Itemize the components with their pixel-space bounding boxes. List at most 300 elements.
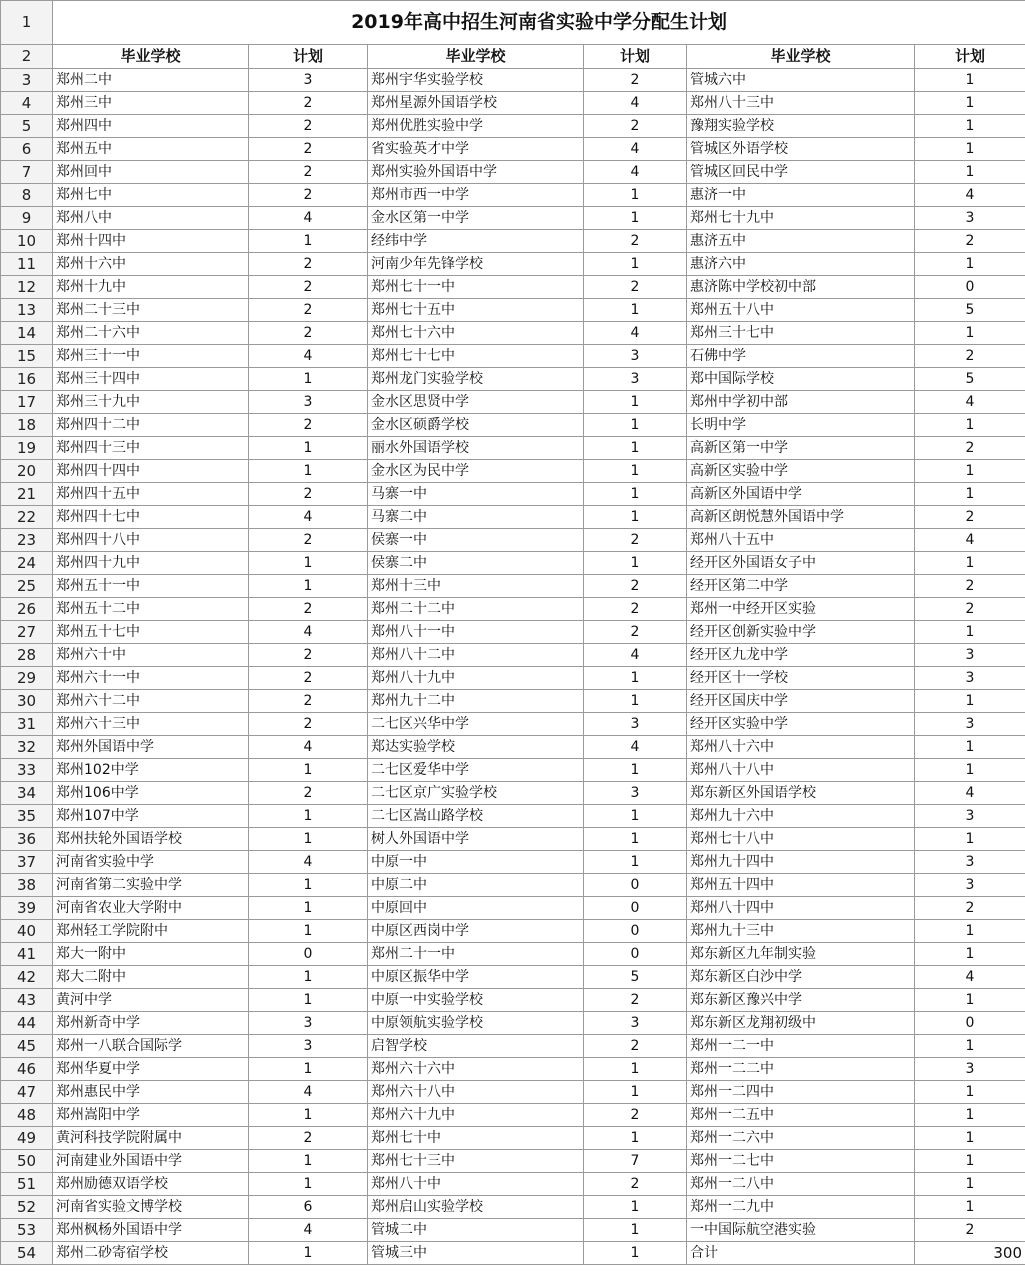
school-cell[interactable]: 郑州四十九中 [53, 552, 249, 575]
school-cell[interactable]: 郑州102中学 [53, 759, 249, 782]
plan-cell[interactable]: 2 [584, 1173, 687, 1196]
school-cell[interactable]: 郑州九十三中 [687, 920, 915, 943]
plan-cell[interactable]: 2 [584, 69, 687, 92]
plan-cell[interactable]: 3 [915, 805, 1025, 828]
school-cell[interactable]: 金水区硕爵学校 [368, 414, 584, 437]
school-cell[interactable]: 郑州五十二中 [53, 598, 249, 621]
school-cell[interactable]: 郑州六十中 [53, 644, 249, 667]
row-number[interactable]: 40 [1, 920, 53, 943]
row-number[interactable]: 8 [1, 184, 53, 207]
row-number[interactable]: 19 [1, 437, 53, 460]
school-cell[interactable]: 郑州一八联合国际学 [53, 1035, 249, 1058]
plan-cell[interactable]: 1 [915, 138, 1025, 161]
plan-cell[interactable]: 4 [915, 966, 1025, 989]
plan-cell[interactable]: 2 [915, 345, 1025, 368]
school-cell[interactable]: 郑州七十六中 [368, 322, 584, 345]
school-cell[interactable]: 郑州三十四中 [53, 368, 249, 391]
plan-cell[interactable]: 4 [584, 322, 687, 345]
school-cell[interactable]: 经开区外国语女子中 [687, 552, 915, 575]
school-cell[interactable]: 郑州八十六中 [687, 736, 915, 759]
school-cell[interactable]: 郑州二十二中 [368, 598, 584, 621]
school-cell[interactable]: 惠济五中 [687, 230, 915, 253]
school-cell[interactable]: 郑州六十二中 [53, 690, 249, 713]
school-cell[interactable]: 郑州六十三中 [53, 713, 249, 736]
row-number[interactable]: 47 [1, 1081, 53, 1104]
row-number[interactable]: 53 [1, 1219, 53, 1242]
school-cell[interactable]: 郑州一二六中 [687, 1127, 915, 1150]
school-cell[interactable]: 高新区第一中学 [687, 437, 915, 460]
plan-cell[interactable]: 1 [249, 966, 368, 989]
school-cell[interactable]: 郑州106中学 [53, 782, 249, 805]
school-cell[interactable]: 二七区京广实验学校 [368, 782, 584, 805]
school-cell[interactable]: 郑州启山实验学校 [368, 1196, 584, 1219]
school-cell[interactable]: 河南省实验文博学校 [53, 1196, 249, 1219]
header-school-2[interactable]: 毕业学校 [368, 45, 584, 69]
school-cell[interactable]: 郑中国际学校 [687, 368, 915, 391]
school-cell[interactable]: 河南建业外国语中学 [53, 1150, 249, 1173]
school-cell[interactable]: 中原一中 [368, 851, 584, 874]
row-number[interactable]: 35 [1, 805, 53, 828]
plan-cell[interactable]: 3 [584, 1012, 687, 1035]
school-cell[interactable]: 郑州八中 [53, 207, 249, 230]
plan-cell[interactable]: 2 [249, 322, 368, 345]
plan-cell[interactable]: 1 [584, 805, 687, 828]
school-cell[interactable]: 郑州六十一中 [53, 667, 249, 690]
school-cell[interactable]: 郑州四十二中 [53, 414, 249, 437]
plan-cell[interactable]: 2 [915, 575, 1025, 598]
school-cell[interactable]: 郑州一二八中 [687, 1173, 915, 1196]
plan-cell[interactable]: 2 [249, 299, 368, 322]
row-number[interactable]: 45 [1, 1035, 53, 1058]
school-cell[interactable]: 郑州八十四中 [687, 897, 915, 920]
row-number[interactable]: 48 [1, 1104, 53, 1127]
school-cell[interactable]: 郑州九十二中 [368, 690, 584, 713]
school-cell[interactable]: 中原回中 [368, 897, 584, 920]
plan-cell[interactable]: 0 [584, 874, 687, 897]
school-cell[interactable]: 郑州五中 [53, 138, 249, 161]
plan-cell[interactable]: 1 [584, 1196, 687, 1219]
school-cell[interactable]: 金水区思贤中学 [368, 391, 584, 414]
plan-cell[interactable]: 4 [915, 184, 1025, 207]
plan-cell[interactable]: 5 [915, 299, 1025, 322]
row-number[interactable]: 10 [1, 230, 53, 253]
row-number[interactable]: 39 [1, 897, 53, 920]
plan-cell[interactable]: 4 [584, 736, 687, 759]
plan-cell[interactable]: 2 [584, 230, 687, 253]
plan-cell[interactable]: 1 [915, 322, 1025, 345]
row-number[interactable]: 15 [1, 345, 53, 368]
plan-cell[interactable]: 2 [915, 1219, 1025, 1242]
school-cell[interactable]: 郑州九十四中 [687, 851, 915, 874]
plan-cell[interactable]: 4 [915, 391, 1025, 414]
plan-cell[interactable]: 3 [915, 644, 1025, 667]
school-cell[interactable]: 经开区十一学校 [687, 667, 915, 690]
school-cell[interactable]: 惠济六中 [687, 253, 915, 276]
row-number[interactable]: 9 [1, 207, 53, 230]
school-cell[interactable]: 省实验英才中学 [368, 138, 584, 161]
school-cell[interactable]: 中原领航实验学校 [368, 1012, 584, 1035]
school-cell[interactable]: 郑州优胜实验中学 [368, 115, 584, 138]
school-cell[interactable]: 郑州八十九中 [368, 667, 584, 690]
row-number[interactable]: 14 [1, 322, 53, 345]
header-school-3[interactable]: 毕业学校 [687, 45, 915, 69]
school-cell[interactable]: 黄河中学 [53, 989, 249, 1012]
school-cell[interactable]: 高新区实验中学 [687, 460, 915, 483]
row-number[interactable]: 12 [1, 276, 53, 299]
row-number[interactable]: 16 [1, 368, 53, 391]
plan-cell[interactable]: 4 [915, 529, 1025, 552]
school-cell[interactable]: 郑州一二一中 [687, 1035, 915, 1058]
school-cell[interactable]: 郑州八十五中 [687, 529, 915, 552]
plan-cell[interactable]: 1 [249, 368, 368, 391]
plan-cell[interactable]: 3 [249, 69, 368, 92]
plan-cell[interactable]: 1 [915, 92, 1025, 115]
row-number[interactable]: 26 [1, 598, 53, 621]
school-cell[interactable]: 郑州回中 [53, 161, 249, 184]
plan-cell[interactable]: 2 [249, 414, 368, 437]
plan-cell[interactable]: 1 [584, 299, 687, 322]
plan-cell[interactable]: 0 [915, 276, 1025, 299]
school-cell[interactable]: 郑州一二七中 [687, 1150, 915, 1173]
school-cell[interactable]: 经开区实验中学 [687, 713, 915, 736]
plan-cell[interactable]: 3 [584, 713, 687, 736]
school-cell[interactable]: 河南省农业大学附中 [53, 897, 249, 920]
row-number[interactable]: 18 [1, 414, 53, 437]
row-number[interactable]: 50 [1, 1150, 53, 1173]
school-cell[interactable]: 郑州三十七中 [687, 322, 915, 345]
school-cell[interactable]: 郑州九十六中 [687, 805, 915, 828]
plan-cell[interactable]: 1 [249, 1058, 368, 1081]
plan-cell[interactable]: 1 [584, 1081, 687, 1104]
school-cell[interactable]: 二七区兴华中学 [368, 713, 584, 736]
school-cell[interactable]: 经开区创新实验中学 [687, 621, 915, 644]
plan-cell[interactable]: 4 [584, 161, 687, 184]
school-cell[interactable]: 管城区外语学校 [687, 138, 915, 161]
school-cell[interactable]: 郑州二十三中 [53, 299, 249, 322]
plan-cell[interactable]: 1 [249, 1173, 368, 1196]
row-number[interactable]: 37 [1, 851, 53, 874]
school-cell[interactable]: 郑州励德双语学校 [53, 1173, 249, 1196]
school-cell[interactable]: 郑州三十九中 [53, 391, 249, 414]
plan-cell[interactable]: 2 [249, 598, 368, 621]
plan-cell[interactable]: 1 [249, 230, 368, 253]
row-number[interactable]: 38 [1, 874, 53, 897]
plan-cell[interactable]: 1 [915, 1081, 1025, 1104]
header-plan-3[interactable]: 计划 [915, 45, 1025, 69]
school-cell[interactable]: 高新区外国语中学 [687, 483, 915, 506]
plan-cell[interactable]: 1 [249, 920, 368, 943]
plan-cell[interactable]: 2 [249, 713, 368, 736]
plan-cell[interactable]: 4 [584, 92, 687, 115]
header-plan-2[interactable]: 计划 [584, 45, 687, 69]
school-cell[interactable]: 黄河科技学院附属中 [53, 1127, 249, 1150]
school-cell[interactable]: 郑州十三中 [368, 575, 584, 598]
row-number[interactable]: 34 [1, 782, 53, 805]
school-cell[interactable]: 郑东新区九年制实验 [687, 943, 915, 966]
school-cell[interactable]: 郑州三中 [53, 92, 249, 115]
school-cell[interactable]: 侯寨二中 [368, 552, 584, 575]
row-number[interactable]: 21 [1, 483, 53, 506]
plan-cell[interactable]: 1 [915, 1104, 1025, 1127]
plan-cell[interactable]: 2 [915, 437, 1025, 460]
school-cell[interactable]: 树人外国语中学 [368, 828, 584, 851]
plan-cell[interactable]: 1 [249, 552, 368, 575]
school-cell[interactable]: 郑州五十七中 [53, 621, 249, 644]
school-cell[interactable]: 郑州四十四中 [53, 460, 249, 483]
plan-cell[interactable]: 1 [584, 1058, 687, 1081]
plan-cell[interactable]: 5 [915, 368, 1025, 391]
plan-cell[interactable]: 1 [584, 1127, 687, 1150]
plan-cell[interactable]: 2 [249, 644, 368, 667]
plan-cell[interactable]: 2 [249, 276, 368, 299]
plan-cell[interactable]: 1 [584, 828, 687, 851]
row-number[interactable]: 24 [1, 552, 53, 575]
school-cell[interactable]: 郑东新区豫兴中学 [687, 989, 915, 1012]
plan-cell[interactable]: 1 [915, 115, 1025, 138]
school-cell[interactable]: 郑州四中 [53, 115, 249, 138]
plan-cell[interactable]: 2 [584, 276, 687, 299]
school-cell[interactable]: 经开区九龙中学 [687, 644, 915, 667]
school-cell[interactable]: 马寨二中 [368, 506, 584, 529]
school-cell[interactable]: 侯寨一中 [368, 529, 584, 552]
school-cell[interactable]: 经纬中学 [368, 230, 584, 253]
school-cell[interactable]: 郑州七十三中 [368, 1150, 584, 1173]
school-cell[interactable]: 郑州华夏中学 [53, 1058, 249, 1081]
plan-cell[interactable]: 1 [915, 253, 1025, 276]
school-cell[interactable]: 郑州四十五中 [53, 483, 249, 506]
plan-cell[interactable]: 3 [915, 874, 1025, 897]
school-cell[interactable]: 中原一中实验学校 [368, 989, 584, 1012]
school-cell[interactable]: 二七区爱华中学 [368, 759, 584, 782]
row-number[interactable]: 31 [1, 713, 53, 736]
plan-cell[interactable]: 1 [915, 483, 1025, 506]
school-cell[interactable]: 郑州七十七中 [368, 345, 584, 368]
plan-cell[interactable]: 2 [584, 115, 687, 138]
school-cell[interactable]: 郑州五十八中 [687, 299, 915, 322]
row-number[interactable]: 41 [1, 943, 53, 966]
school-cell[interactable]: 中原区振华中学 [368, 966, 584, 989]
plan-cell[interactable]: 1 [915, 759, 1025, 782]
total-label-cell[interactable]: 合计 [687, 1242, 915, 1265]
header-plan-1[interactable]: 计划 [249, 45, 368, 69]
plan-cell[interactable]: 1 [249, 437, 368, 460]
school-cell[interactable]: 郑州六十六中 [368, 1058, 584, 1081]
school-cell[interactable]: 管城区回民中学 [687, 161, 915, 184]
plan-cell[interactable]: 1 [584, 759, 687, 782]
row-number[interactable]: 30 [1, 690, 53, 713]
plan-cell[interactable]: 1 [584, 690, 687, 713]
row-number[interactable]: 28 [1, 644, 53, 667]
plan-cell[interactable]: 4 [249, 1081, 368, 1104]
plan-cell[interactable]: 2 [915, 897, 1025, 920]
school-cell[interactable]: 郑州八十二中 [368, 644, 584, 667]
school-cell[interactable]: 郑州六十九中 [368, 1104, 584, 1127]
school-cell[interactable]: 惠济一中 [687, 184, 915, 207]
plan-cell[interactable]: 1 [584, 667, 687, 690]
school-cell[interactable]: 郑州107中学 [53, 805, 249, 828]
plan-cell[interactable]: 1 [249, 805, 368, 828]
row-number[interactable]: 42 [1, 966, 53, 989]
plan-cell[interactable]: 1 [584, 414, 687, 437]
school-cell[interactable]: 郑州十九中 [53, 276, 249, 299]
plan-cell[interactable]: 1 [249, 1242, 368, 1265]
plan-cell[interactable]: 2 [584, 529, 687, 552]
row-number[interactable]: 13 [1, 299, 53, 322]
plan-cell[interactable]: 1 [249, 460, 368, 483]
school-cell[interactable]: 郑大一附中 [53, 943, 249, 966]
school-cell[interactable]: 启智学校 [368, 1035, 584, 1058]
school-cell[interactable]: 金水区第一中学 [368, 207, 584, 230]
plan-cell[interactable]: 1 [915, 1035, 1025, 1058]
plan-cell[interactable]: 1 [584, 460, 687, 483]
plan-cell[interactable]: 1 [915, 989, 1025, 1012]
school-cell[interactable]: 郑州六十八中 [368, 1081, 584, 1104]
school-cell[interactable]: 郑州惠民中学 [53, 1081, 249, 1104]
school-cell[interactable]: 河南省第二实验中学 [53, 874, 249, 897]
plan-cell[interactable]: 1 [584, 506, 687, 529]
school-cell[interactable]: 郑州四十三中 [53, 437, 249, 460]
plan-cell[interactable]: 4 [915, 782, 1025, 805]
school-cell[interactable]: 管城六中 [687, 69, 915, 92]
row-number[interactable]: 54 [1, 1242, 53, 1265]
plan-cell[interactable]: 1 [584, 851, 687, 874]
plan-cell[interactable]: 0 [584, 943, 687, 966]
plan-cell[interactable]: 2 [249, 529, 368, 552]
plan-cell[interactable]: 2 [249, 667, 368, 690]
plan-cell[interactable]: 2 [249, 138, 368, 161]
plan-cell[interactable]: 2 [249, 690, 368, 713]
row-number[interactable]: 29 [1, 667, 53, 690]
row-number[interactable]: 43 [1, 989, 53, 1012]
plan-cell[interactable]: 2 [584, 989, 687, 1012]
plan-cell[interactable]: 2 [249, 483, 368, 506]
plan-cell[interactable]: 1 [249, 575, 368, 598]
plan-cell[interactable]: 2 [249, 782, 368, 805]
plan-cell[interactable]: 1 [915, 736, 1025, 759]
school-cell[interactable]: 郑州龙门实验学校 [368, 368, 584, 391]
school-cell[interactable]: 郑州中学初中部 [687, 391, 915, 414]
row-number[interactable]: 22 [1, 506, 53, 529]
row-number[interactable]: 6 [1, 138, 53, 161]
school-cell[interactable]: 郑州二十一中 [368, 943, 584, 966]
row-number[interactable]: 7 [1, 161, 53, 184]
plan-cell[interactable]: 0 [584, 897, 687, 920]
school-cell[interactable]: 郑州一二二中 [687, 1058, 915, 1081]
school-cell[interactable]: 金水区为民中学 [368, 460, 584, 483]
plan-cell[interactable]: 2 [249, 184, 368, 207]
school-cell[interactable]: 惠济陈中学校初中部 [687, 276, 915, 299]
row-number[interactable]: 46 [1, 1058, 53, 1081]
school-cell[interactable]: 郑州一中经开区实验 [687, 598, 915, 621]
plan-cell[interactable]: 1 [584, 483, 687, 506]
school-cell[interactable]: 郑州一二五中 [687, 1104, 915, 1127]
school-cell[interactable]: 管城二中 [368, 1219, 584, 1242]
plan-cell[interactable]: 2 [249, 115, 368, 138]
plan-cell[interactable]: 2 [584, 621, 687, 644]
row-number[interactable]: 2 [1, 45, 53, 69]
school-cell[interactable]: 河南少年先锋学校 [368, 253, 584, 276]
plan-cell[interactable]: 1 [915, 552, 1025, 575]
plan-cell[interactable]: 1 [915, 828, 1025, 851]
plan-cell[interactable]: 2 [915, 598, 1025, 621]
plan-cell[interactable]: 3 [584, 782, 687, 805]
school-cell[interactable]: 一中国际航空港实验 [687, 1219, 915, 1242]
school-cell[interactable]: 中原二中 [368, 874, 584, 897]
row-number[interactable]: 32 [1, 736, 53, 759]
school-cell[interactable]: 管城三中 [368, 1242, 584, 1265]
plan-cell[interactable]: 4 [249, 851, 368, 874]
plan-cell[interactable]: 4 [249, 1219, 368, 1242]
plan-cell[interactable]: 3 [249, 1035, 368, 1058]
sheet-title[interactable]: 2019年高中招生河南省实验中学分配生计划 [53, 1, 1025, 45]
plan-cell[interactable]: 1 [915, 69, 1025, 92]
plan-cell[interactable]: 2 [249, 161, 368, 184]
row-number[interactable]: 17 [1, 391, 53, 414]
plan-cell[interactable]: 1 [915, 920, 1025, 943]
row-number[interactable]: 5 [1, 115, 53, 138]
school-cell[interactable]: 丽水外国语学校 [368, 437, 584, 460]
school-cell[interactable]: 郑州嵩阳中学 [53, 1104, 249, 1127]
school-cell[interactable]: 郑州四十七中 [53, 506, 249, 529]
row-number[interactable]: 23 [1, 529, 53, 552]
plan-cell[interactable]: 1 [915, 1196, 1025, 1219]
school-cell[interactable]: 郑州二中 [53, 69, 249, 92]
school-cell[interactable]: 郑州十四中 [53, 230, 249, 253]
school-cell[interactable]: 马寨一中 [368, 483, 584, 506]
plan-cell[interactable]: 1 [584, 1219, 687, 1242]
plan-cell[interactable]: 2 [584, 1104, 687, 1127]
plan-cell[interactable]: 1 [584, 391, 687, 414]
school-cell[interactable]: 郑州八十八中 [687, 759, 915, 782]
plan-cell[interactable]: 3 [249, 391, 368, 414]
school-cell[interactable]: 郑州轻工学院附中 [53, 920, 249, 943]
plan-cell[interactable]: 1 [584, 207, 687, 230]
school-cell[interactable]: 郑州一二四中 [687, 1081, 915, 1104]
plan-cell[interactable]: 4 [249, 621, 368, 644]
school-cell[interactable]: 郑东新区龙翔初级中 [687, 1012, 915, 1035]
plan-cell[interactable]: 2 [584, 575, 687, 598]
plan-cell[interactable]: 2 [584, 1035, 687, 1058]
plan-cell[interactable]: 0 [249, 943, 368, 966]
school-cell[interactable]: 郑州外国语中学 [53, 736, 249, 759]
plan-cell[interactable]: 1 [584, 552, 687, 575]
plan-cell[interactable]: 1 [249, 759, 368, 782]
plan-cell[interactable]: 1 [584, 437, 687, 460]
plan-cell[interactable]: 4 [249, 736, 368, 759]
plan-cell[interactable]: 3 [915, 207, 1025, 230]
school-cell[interactable]: 郑州八十一中 [368, 621, 584, 644]
plan-cell[interactable]: 4 [584, 138, 687, 161]
plan-cell[interactable]: 1 [915, 943, 1025, 966]
school-cell[interactable]: 二七区嵩山路学校 [368, 805, 584, 828]
school-cell[interactable]: 郑州二砂寄宿学校 [53, 1242, 249, 1265]
plan-cell[interactable]: 1 [249, 874, 368, 897]
plan-cell[interactable]: 4 [249, 345, 368, 368]
school-cell[interactable]: 郑州四十八中 [53, 529, 249, 552]
school-cell[interactable]: 郑州七十八中 [687, 828, 915, 851]
school-cell[interactable]: 郑东新区外国语学校 [687, 782, 915, 805]
row-number[interactable]: 1 [1, 1, 53, 45]
plan-cell[interactable]: 2 [249, 92, 368, 115]
school-cell[interactable]: 郑州扶轮外国语学校 [53, 828, 249, 851]
plan-cell[interactable]: 2 [584, 598, 687, 621]
plan-cell[interactable]: 4 [249, 506, 368, 529]
plan-cell[interactable]: 1 [915, 161, 1025, 184]
row-number[interactable]: 27 [1, 621, 53, 644]
row-number[interactable]: 4 [1, 92, 53, 115]
school-cell[interactable]: 郑州七中 [53, 184, 249, 207]
school-cell[interactable]: 郑州七十九中 [687, 207, 915, 230]
